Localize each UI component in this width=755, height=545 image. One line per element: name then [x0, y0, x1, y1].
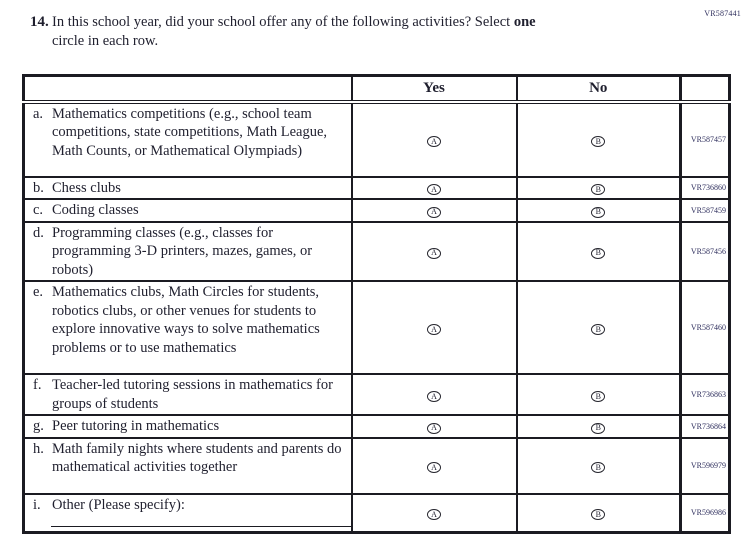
question-line1-bold: one	[513, 14, 536, 30]
no-circle-option[interactable]: B	[591, 184, 605, 195]
no-circle-option[interactable]: B	[591, 207, 605, 218]
row-letter: h.	[33, 440, 44, 457]
row-h-label-cell	[24, 438, 352, 494]
no-circle-option[interactable]: B	[591, 391, 605, 402]
row-code: VR736864	[681, 415, 730, 438]
question-line1	[52, 13, 536, 32]
header-no: No	[517, 76, 681, 102]
question-text	[52, 13, 536, 51]
row-b-yes-option[interactable]	[352, 177, 517, 200]
question-line2: circle in each row.	[52, 33, 159, 49]
row-code: VR596979	[681, 438, 730, 494]
row-a-label-cell	[24, 102, 352, 177]
table-row-i	[24, 494, 730, 533]
yes-circle-option[interactable]: A	[427, 324, 441, 335]
row-i-no-option[interactable]	[517, 494, 681, 533]
row-d-label-cell	[24, 222, 352, 282]
row-label: Coding classes	[52, 202, 139, 218]
no-circle-option[interactable]: B	[591, 509, 605, 520]
row-c-no-option[interactable]	[517, 199, 681, 222]
table-row-a	[24, 102, 730, 177]
row-h-no-option[interactable]	[517, 438, 681, 494]
question-number: 14.	[30, 14, 49, 30]
row-letter: g.	[33, 418, 44, 434]
header-code-cell	[681, 76, 730, 102]
header-yes: Yes	[352, 76, 517, 102]
yes-circle-option[interactable]: A	[427, 184, 441, 195]
row-f-no-option[interactable]	[517, 374, 681, 415]
row-code: VR587459	[681, 199, 730, 222]
yes-circle-option[interactable]: A	[427, 136, 441, 147]
row-b-no-option[interactable]	[517, 177, 681, 200]
no-circle-option[interactable]: B	[591, 423, 605, 434]
form-code: VR587441	[704, 9, 741, 18]
row-g-label-cell	[24, 415, 352, 438]
yes-circle-option[interactable]: A	[427, 423, 441, 434]
yes-circle-option[interactable]: A	[427, 509, 441, 520]
row-code: VR596986	[681, 494, 730, 533]
row-label: Mathematics clubs, Math Circles for students, robotics clubs, or other venues for students to explore innovative ways to solve mathematics problems or to use mathematics	[52, 284, 320, 356]
row-letter: f.	[33, 377, 42, 393]
row-g-yes-option[interactable]	[352, 415, 517, 438]
row-letter: c.	[33, 202, 44, 218]
no-circle-option[interactable]: B	[591, 462, 605, 473]
row-a-no-option[interactable]	[517, 102, 681, 177]
no-circle-option[interactable]: B	[591, 324, 605, 335]
row-label: Peer tutoring in mathematics	[52, 418, 220, 434]
table-row-h	[24, 438, 730, 494]
row-letter: d.	[33, 224, 44, 241]
row-e-yes-option[interactable]	[352, 281, 517, 374]
row-c-yes-option[interactable]	[352, 199, 517, 222]
row-code: VR587456	[681, 222, 730, 282]
no-circle-option[interactable]: B	[591, 248, 605, 259]
header-row	[24, 76, 730, 102]
yes-circle-option[interactable]: A	[427, 391, 441, 402]
yes-circle-option[interactable]: A	[427, 207, 441, 218]
table-row-f	[24, 374, 730, 415]
question-block	[30, 13, 536, 51]
row-letter: b.	[33, 179, 44, 196]
yes-circle-option[interactable]: A	[427, 462, 441, 473]
row-label: Other (Please specify):	[52, 496, 185, 513]
table-row-b	[24, 177, 730, 200]
table-row-d	[24, 222, 730, 282]
row-code: VR587457	[681, 102, 730, 177]
answers-table	[22, 74, 731, 534]
no-circle-option[interactable]: B	[591, 136, 605, 147]
row-label: Programming classes (e.g., classes for programming 3-D printers, mazes, games, or robots)	[52, 224, 313, 278]
row-g-no-option[interactable]	[517, 415, 681, 438]
row-label: Mathematics competitions (e.g., school team competitions, state competitions, Math League, Math Counts, or Mathematical Olympiads)	[52, 105, 328, 159]
row-f-yes-option[interactable]	[352, 374, 517, 415]
other-specify-blank-line[interactable]	[51, 526, 351, 527]
row-code: VR587460	[681, 281, 730, 374]
header-label-cell	[24, 76, 352, 102]
table-row-c	[24, 199, 730, 222]
row-f-label-cell	[24, 374, 352, 415]
row-letter: a.	[33, 105, 44, 122]
row-i-yes-option[interactable]	[352, 494, 517, 533]
row-b-label-cell	[24, 177, 352, 200]
row-label: Chess clubs	[52, 179, 121, 196]
row-h-yes-option[interactable]	[352, 438, 517, 494]
row-letter: i.	[33, 496, 41, 513]
row-e-label-cell	[24, 281, 352, 374]
row-code: VR736863	[681, 374, 730, 415]
row-letter: e.	[33, 284, 44, 300]
row-d-no-option[interactable]	[517, 222, 681, 282]
row-d-yes-option[interactable]	[352, 222, 517, 282]
question-line1-text: In this school year, did your school offer any of the following activities? Select	[52, 14, 514, 30]
row-a-yes-option[interactable]	[352, 102, 517, 177]
table-row-g	[24, 415, 730, 438]
table-row-e	[24, 281, 730, 374]
yes-circle-option[interactable]: A	[427, 248, 441, 259]
row-code: VR736860	[681, 177, 730, 200]
row-e-no-option[interactable]	[517, 281, 681, 374]
row-c-label-cell	[24, 199, 352, 222]
row-i-label-cell	[24, 494, 352, 533]
row-label: Math family nights where students and parents do mathematical activities together	[52, 440, 342, 475]
row-label: Teacher-led tutoring sessions in mathematics for groups of students	[52, 377, 333, 412]
